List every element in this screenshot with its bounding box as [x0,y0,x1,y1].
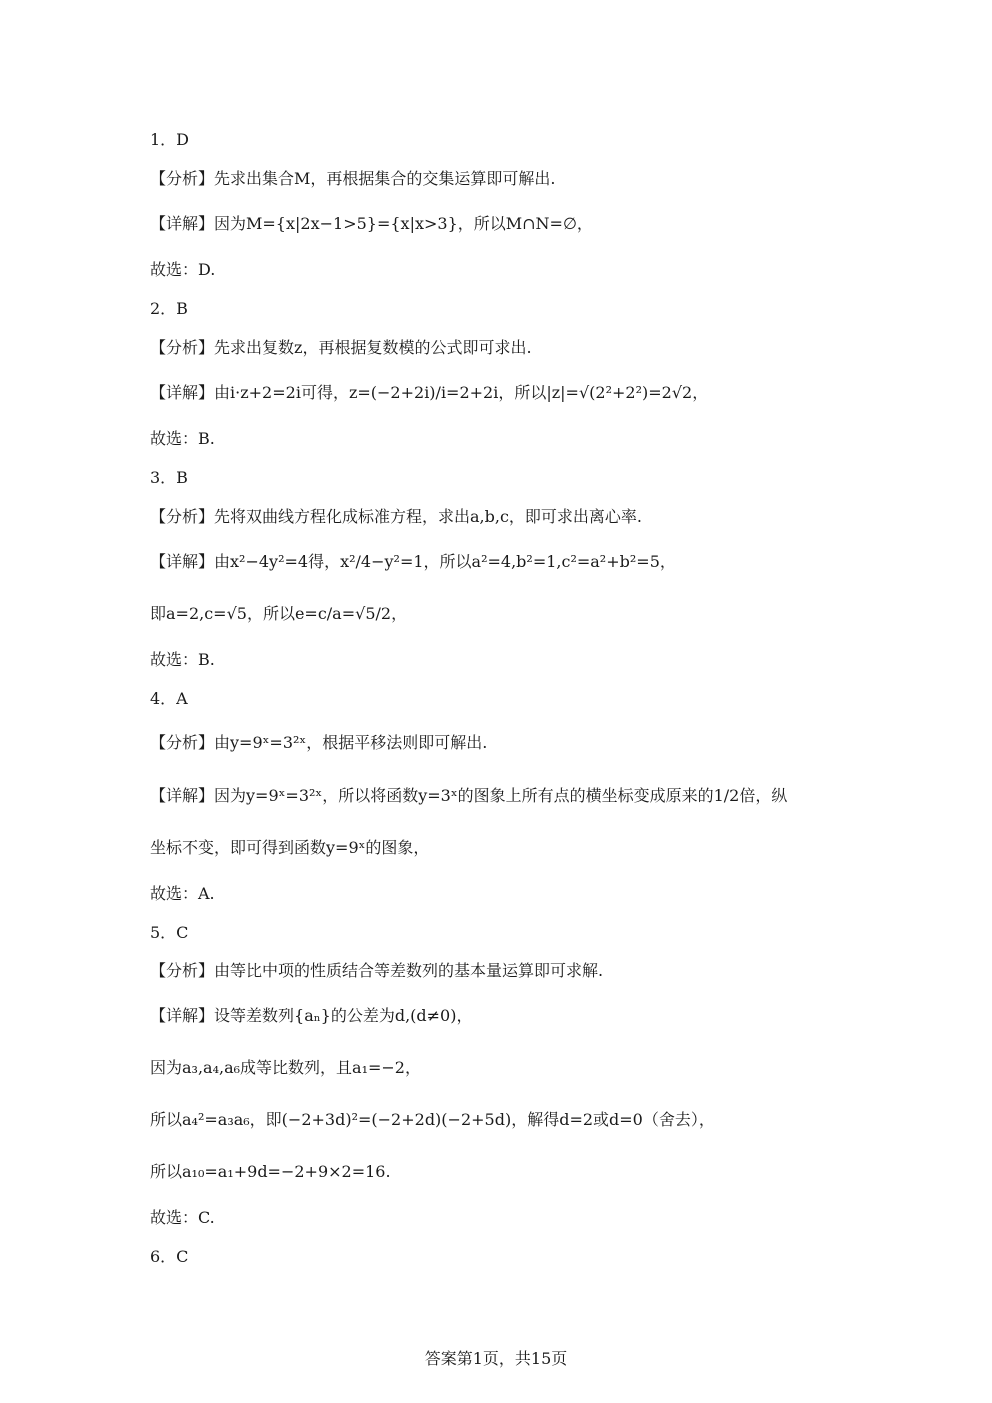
detail-paragraph [150,785,787,807]
detail-continuation: 所以a₁₀=a₁+9d=−2+9×2=16. [150,1162,391,1181]
answer-number: 2．B [150,299,188,318]
answer-number: 4．A [150,689,188,708]
analysis-paragraph [150,337,532,359]
analysis-paragraph [150,732,487,754]
detail-label: 【详解】 [150,786,215,805]
detail-continuation: 坐标不变，即可得到函数y=9ˣ的图象， [150,838,430,857]
analysis-text: 先求出复数z，再根据复数模的公式即可求出. [214,338,532,357]
detail-label: 【详解】 [150,1006,215,1025]
detail-continuation: 因为a₃,a₄,a₆成等比数列，且a₁=−2， [150,1058,421,1077]
answer-number: 3．B [150,468,188,487]
answer-number: 5．C [150,923,189,942]
detail-paragraph [150,1005,472,1027]
detail-text: 因为y=9ˣ=3²ˣ，所以将函数y=3ˣ的图象上所有点的横坐标变成原来的1/2倍，纵 [214,786,788,805]
choice-line: 故选：B. [150,650,215,669]
detail-continuation: 所以a₄²=a₃a₆，即(−2+3d)²=(−2+2d)(−2+5d)，解得d=2或d=0（舍去）， [150,1110,715,1129]
analysis-text: 先将双曲线方程化成标准方程，求出a,b,c，即可求出离心率. [214,507,643,526]
detail-text: 由x²−4y²=4得，x²/4−y²=1，所以a²=4,b²=1,c²=a²+b²=5， [214,552,676,571]
analysis-label: 【分析】 [150,338,215,357]
detail-paragraph [150,213,593,235]
detail-text: 因为M={x|2x−1>5}={x|x>3}，所以M∩N=∅， [214,214,593,233]
analysis-paragraph [150,506,642,528]
choice-line: 故选：D. [150,260,216,279]
detail-continuation: 即a=2,c=√5，所以e=c/a=√5/2， [150,604,408,623]
detail-label: 【详解】 [150,383,215,402]
analysis-paragraph [150,168,556,190]
analysis-label: 【分析】 [150,961,215,980]
detail-label: 【详解】 [150,214,215,233]
analysis-text: 由等比中项的性质结合等差数列的基本量运算即可求解. [214,961,604,980]
detail-paragraph [150,382,708,404]
choice-line: 故选：C. [150,1208,215,1227]
page-footer: 答案第1页，共15页 [424,1349,568,1368]
answer-number: 6．C [150,1247,189,1266]
analysis-label: 【分析】 [150,507,215,526]
detail-label: 【详解】 [150,552,215,571]
analysis-label: 【分析】 [150,733,215,752]
choice-line: 故选：B. [150,429,215,448]
analysis-label: 【分析】 [150,169,215,188]
analysis-text: 先求出集合M，再根据集合的交集运算即可解出. [214,169,556,188]
analysis-paragraph [150,960,603,982]
choice-line: 故选：A. [150,884,215,903]
detail-text: 设等差数列{aₙ}的公差为d,(d≠0)， [214,1006,473,1025]
answer-number: 1．D [150,130,190,149]
detail-paragraph [150,551,676,573]
detail-text: 由i·z+2=2i可得，z=(−2+2i)/i=2+2i，所以|z|=√(2²+2²)=2√2， [214,383,709,402]
analysis-text: 由y=9ˣ=3²ˣ，根据平移法则即可解出. [214,733,488,752]
